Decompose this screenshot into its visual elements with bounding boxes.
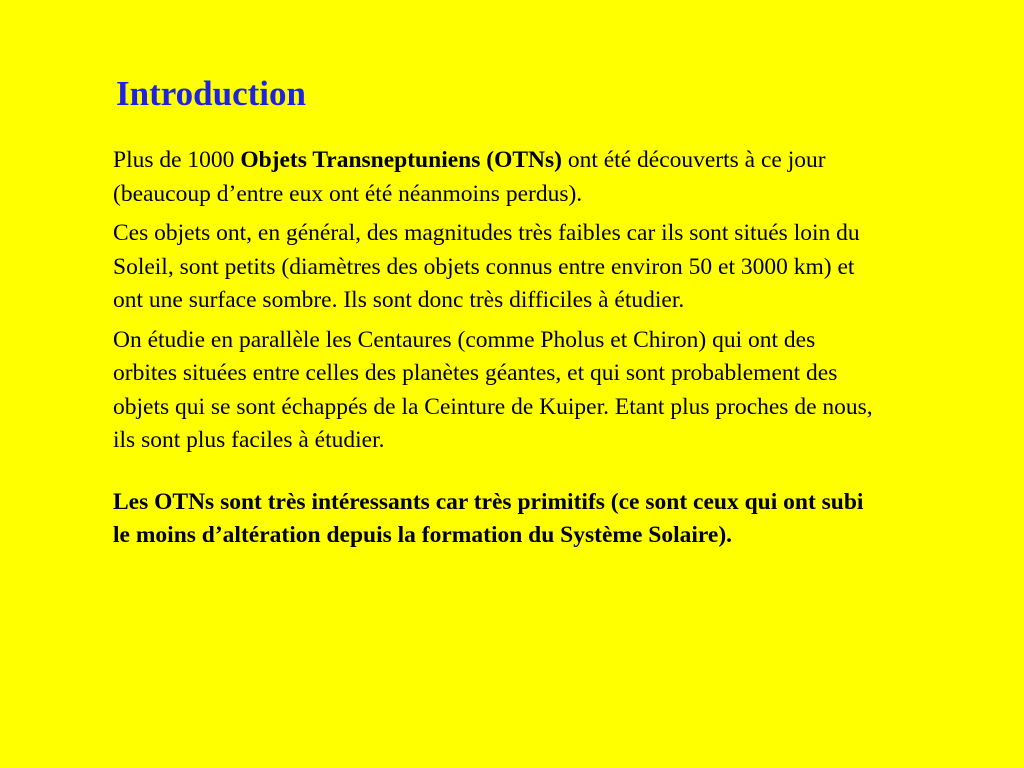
paragraph-1-suffix: ont été découverts à ce jour (beaucoup d’entre eux ont été néanmoins perdus). xyxy=(113,147,826,207)
paragraph-conclusion xyxy=(113,486,883,553)
slide-body xyxy=(113,144,883,559)
paragraph-4-bold-part: Les OTNs sont très intéressants car très primitifs xyxy=(113,488,605,515)
paragraph-1-bold-term: Objets Transneptuniens (OTNs) xyxy=(240,147,562,173)
paragraph-4-rest: (ce sont ceux qui ont subi le moins d’altération depuis la formation du Système Solaire). xyxy=(113,488,864,548)
slide-title: Introduction xyxy=(116,74,306,113)
paragraph-discovered-objects xyxy=(113,144,883,211)
paragraph-1-prefix: Plus de 1000 xyxy=(113,147,241,173)
paragraph-centaurs: On étudie en parallèle les Centaures (comme Pholus et Chiron) qui ont des orbites situées entre celles des planètes géantes, et qui sont probablement des objets qui se sont échappés de la Ceinture de Kuiper. Etant plus proches de nous, ils sont plus faciles à étudier. xyxy=(113,326,873,453)
paragraph-object-properties: Ces objets ont, en général, des magnitudes très faibles car ils sont situés loin du Soleil, sont petits (diamètres des objets connus entre environ 50 et 3000 km) et ont une surface sombre. Ils sont donc très difficiles à étudier. xyxy=(113,220,860,313)
